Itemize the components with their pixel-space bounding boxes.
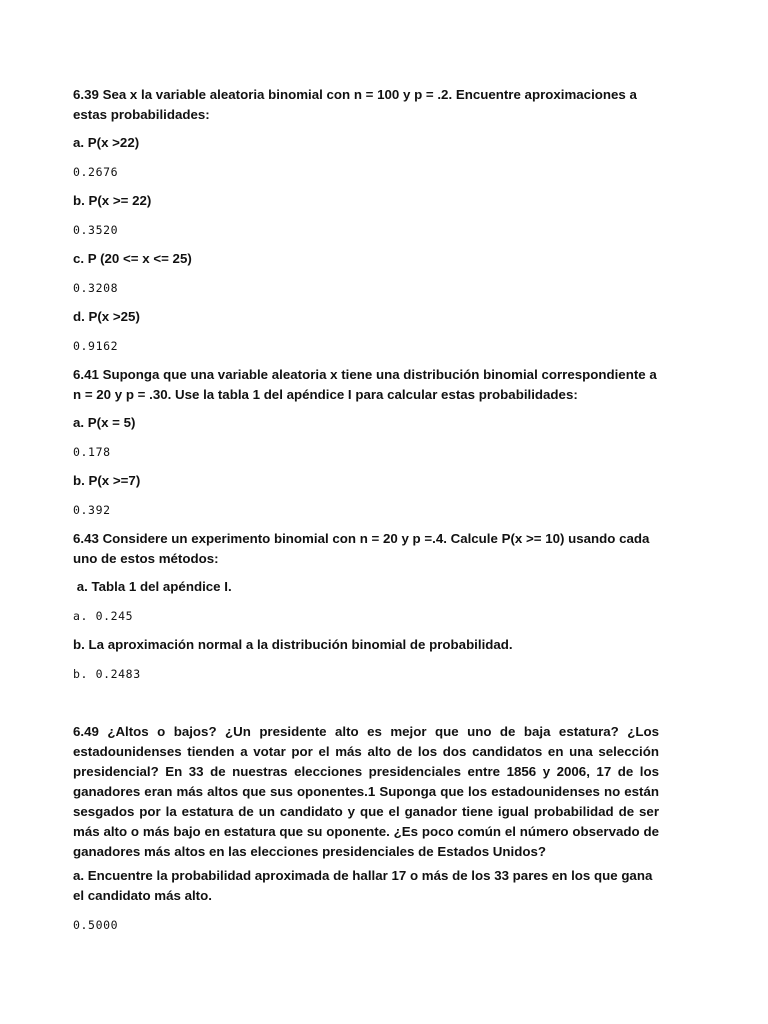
problem-6-43-part-b: b. La aproximación normal a la distribución binomial de probabilidad. — [73, 637, 513, 652]
problem-6-41-part-a: a. P(x = 5) — [73, 415, 136, 430]
problem-6-41-answer-b: 0.392 — [73, 503, 111, 517]
problem-6-39-text: 6.39 Sea x la variable aleatoria binomial con n = 100 y p = .2. Encuentre aproximaciones a estas probabilidades: — [73, 87, 637, 122]
problem-6-39-part-a: a. P(x >22) — [73, 135, 140, 150]
problem-6-39-answer-c: 0.3208 — [73, 281, 119, 295]
problem-6-39-answer-d: 0.9162 — [73, 339, 119, 353]
problem-6-39-part-d: d. P(x >25) — [73, 309, 140, 324]
problem-6-49-text: 6.49 ¿Altos o bajos? ¿Un presidente alto es mejor que uno de baja estatura? ¿Los estadounidenses tienden a votar por el más alto de los dos candidatos en una selección presidencial? En 33 de nuestras elecciones presidenciales entre 1856 y 2006, 17 de los ganadores eran más altos que sus oponentes.1 Suponga que los estadounidenses no están sesgados por la estatura de un candidato y que el ganador tiene igual probabilidad de ser más alto o más bajo en estatura que su oponente. ¿Es poco común el número observado de ganadores más altos en las elecciones presidenciales de Estados Unidos? — [73, 724, 659, 859]
problem-6-39-part-b: b. P(x >= 22) — [73, 193, 152, 208]
problem-6-39-answer-b: 0.3520 — [73, 223, 119, 237]
problem-6-41-answer-a: 0.178 — [73, 445, 111, 459]
problem-6-43-answer-b: b. 0.2483 — [73, 667, 141, 681]
problem-6-43-answer-a: a. 0.245 — [73, 609, 134, 623]
problem-6-43-part-a: a. Tabla 1 del apéndice I. — [73, 579, 232, 594]
problem-6-41-part-b: b. P(x >=7) — [73, 473, 141, 488]
problem-6-39-part-c: c. P (20 <= x <= 25) — [73, 251, 192, 266]
problem-6-41-text: 6.41 Suponga que una variable aleatoria x tiene una distribución binomial correspondiente a n = 20 y p = .30. Use la tabla 1 del apéndice I para calcular estas probabilidades: — [73, 367, 657, 402]
problem-6-43-text: 6.43 Considere un experimento binomial con n = 20 y p =.4. Calcule P(x >= 10) usando cada uno de estos métodos: — [73, 531, 650, 566]
problem-6-49-answer-a: 0.5000 — [73, 918, 119, 932]
problem-6-39-answer-a: 0.2676 — [73, 165, 119, 179]
problem-6-49-part-a: a. Encuentre la probabilidad aproximada de hallar 17 o más de los 33 pares en los que gana el candidato más alto. — [73, 868, 653, 903]
